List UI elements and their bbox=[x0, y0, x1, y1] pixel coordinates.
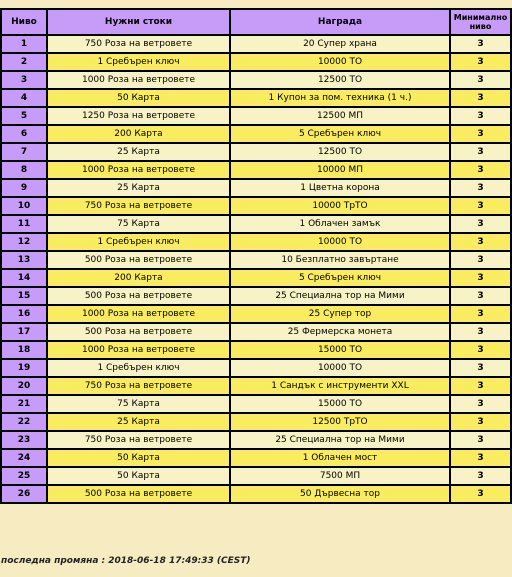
cell-level: 9 bbox=[1, 179, 47, 197]
cell-min-level: 3 bbox=[450, 161, 511, 179]
cell-needed-goods: 500 Роза на ветровете bbox=[47, 251, 230, 269]
table-row bbox=[1, 71, 511, 89]
cell-level: 17 bbox=[1, 323, 47, 341]
cell-needed-goods: 1 Сребърен ключ bbox=[47, 233, 230, 251]
table-row bbox=[1, 305, 511, 323]
cell-min-level: 3 bbox=[450, 485, 511, 503]
table-row bbox=[1, 323, 511, 341]
cell-needed-goods: 1 Сребърен ключ bbox=[47, 53, 230, 71]
cell-level: 23 bbox=[1, 431, 47, 449]
cell-level: 10 bbox=[1, 197, 47, 215]
cell-needed-goods: 750 Роза на ветровете bbox=[47, 197, 230, 215]
table-row bbox=[1, 161, 511, 179]
cell-needed-goods: 750 Роза на ветровете bbox=[47, 377, 230, 395]
cell-reward: 12500 МП bbox=[230, 107, 450, 125]
cell-needed-goods: 750 Роза на ветровете bbox=[47, 35, 230, 53]
cell-level: 26 bbox=[1, 485, 47, 503]
cell-level: 3 bbox=[1, 71, 47, 89]
table-row bbox=[1, 35, 511, 53]
table-row bbox=[1, 431, 511, 449]
cell-needed-goods: 25 Карта bbox=[47, 413, 230, 431]
cell-needed-goods: 1250 Роза на ветровете bbox=[47, 107, 230, 125]
cell-reward: 20 Супер храна bbox=[230, 35, 450, 53]
cell-reward: 10000 ТрТО bbox=[230, 197, 450, 215]
cell-min-level: 3 bbox=[450, 449, 511, 467]
cell-level: 21 bbox=[1, 395, 47, 413]
cell-reward: 15000 ТО bbox=[230, 395, 450, 413]
cell-level: 11 bbox=[1, 215, 47, 233]
cell-level: 7 bbox=[1, 143, 47, 161]
cell-reward: 25 Супер тор bbox=[230, 305, 450, 323]
cell-needed-goods: 750 Роза на ветровете bbox=[47, 431, 230, 449]
cell-level: 13 bbox=[1, 251, 47, 269]
table-row bbox=[1, 197, 511, 215]
cell-min-level: 3 bbox=[450, 215, 511, 233]
cell-level: 6 bbox=[1, 125, 47, 143]
cell-min-level: 3 bbox=[450, 179, 511, 197]
last-modified-text: последна промяна : 2018-06-18 17:49:33 (CEST) bbox=[1, 556, 251, 566]
table-row bbox=[1, 485, 511, 503]
cell-min-level: 3 bbox=[450, 71, 511, 89]
cell-reward: 7500 МП bbox=[230, 467, 450, 485]
cell-min-level: 3 bbox=[450, 233, 511, 251]
cell-level: 14 bbox=[1, 269, 47, 287]
cell-needed-goods: 500 Роза на ветровете bbox=[47, 323, 230, 341]
cell-reward: 10 Безплатно завъртане bbox=[230, 251, 450, 269]
header-reward: Награда bbox=[230, 9, 450, 35]
cell-needed-goods: 50 Карта bbox=[47, 467, 230, 485]
cell-min-level: 3 bbox=[450, 305, 511, 323]
cell-level: 1 bbox=[1, 35, 47, 53]
table-row bbox=[1, 287, 511, 305]
table-row bbox=[1, 107, 511, 125]
cell-reward: 15000 ТО bbox=[230, 341, 450, 359]
cell-level: 5 bbox=[1, 107, 47, 125]
cell-needed-goods: 50 Карта bbox=[47, 89, 230, 107]
cell-needed-goods: 500 Роза на ветровете bbox=[47, 287, 230, 305]
cell-level: 4 bbox=[1, 89, 47, 107]
cell-needed-goods: 25 Карта bbox=[47, 179, 230, 197]
cell-min-level: 3 bbox=[450, 53, 511, 71]
cell-reward: 25 Фермерска монета bbox=[230, 323, 450, 341]
cell-reward: 1 Цветна корона bbox=[230, 179, 450, 197]
header-needed-goods: Нужни стоки bbox=[47, 9, 230, 35]
cell-reward: 1 Купон за пом. техника (1 ч.) bbox=[230, 89, 450, 107]
cell-level: 20 bbox=[1, 377, 47, 395]
cell-level: 24 bbox=[1, 449, 47, 467]
header-level: Ниво bbox=[1, 9, 47, 35]
table-row bbox=[1, 125, 511, 143]
cell-min-level: 3 bbox=[450, 251, 511, 269]
table-row bbox=[1, 215, 511, 233]
cell-min-level: 3 bbox=[450, 413, 511, 431]
cell-min-level: 3 bbox=[450, 269, 511, 287]
cell-min-level: 3 bbox=[450, 323, 511, 341]
cell-level: 16 bbox=[1, 305, 47, 323]
cell-needed-goods: 200 Карта bbox=[47, 269, 230, 287]
table-body bbox=[1, 35, 511, 503]
cell-reward: 10000 МП bbox=[230, 161, 450, 179]
cell-reward: 10000 ТО bbox=[230, 359, 450, 377]
table-row bbox=[1, 89, 511, 107]
cell-level: 8 bbox=[1, 161, 47, 179]
cell-needed-goods: 1 Сребърен ключ bbox=[47, 359, 230, 377]
cell-min-level: 3 bbox=[450, 341, 511, 359]
cell-min-level: 3 bbox=[450, 359, 511, 377]
cell-needed-goods: 25 Карта bbox=[47, 143, 230, 161]
cell-level: 22 bbox=[1, 413, 47, 431]
cell-needed-goods: 75 Карта bbox=[47, 395, 230, 413]
cell-min-level: 3 bbox=[450, 125, 511, 143]
cell-needed-goods: 1000 Роза на ветровете bbox=[47, 341, 230, 359]
cell-min-level: 3 bbox=[450, 395, 511, 413]
cell-reward: 50 Дървесна тор bbox=[230, 485, 450, 503]
table-header bbox=[1, 9, 511, 35]
cell-level: 19 bbox=[1, 359, 47, 377]
cell-level: 25 bbox=[1, 467, 47, 485]
table-row bbox=[1, 53, 511, 71]
table-row bbox=[1, 233, 511, 251]
table-row bbox=[1, 251, 511, 269]
table-row bbox=[1, 179, 511, 197]
table-row bbox=[1, 395, 511, 413]
rewards-table bbox=[0, 8, 512, 504]
table-row bbox=[1, 341, 511, 359]
table-row bbox=[1, 269, 511, 287]
table-row bbox=[1, 359, 511, 377]
cell-level: 12 bbox=[1, 233, 47, 251]
cell-reward: 12500 ТрТО bbox=[230, 413, 450, 431]
cell-needed-goods: 200 Карта bbox=[47, 125, 230, 143]
cell-needed-goods: 50 Карта bbox=[47, 449, 230, 467]
cell-reward: 5 Сребърен ключ bbox=[230, 269, 450, 287]
header-min-level: Минимално ниво bbox=[450, 9, 511, 35]
cell-reward: 1 Облачен мост bbox=[230, 449, 450, 467]
cell-reward: 10000 ТО bbox=[230, 53, 450, 71]
cell-reward: 12500 ТО bbox=[230, 71, 450, 89]
cell-needed-goods: 1000 Роза на ветровете bbox=[47, 71, 230, 89]
cell-reward: 10000 ТО bbox=[230, 233, 450, 251]
cell-min-level: 3 bbox=[450, 467, 511, 485]
header-row bbox=[1, 9, 511, 35]
cell-reward: 5 Сребърен ключ bbox=[230, 125, 450, 143]
table-row bbox=[1, 467, 511, 485]
cell-min-level: 3 bbox=[450, 377, 511, 395]
table-row bbox=[1, 377, 511, 395]
cell-reward: 1 Облачен замък bbox=[230, 215, 450, 233]
cell-needed-goods: 1000 Роза на ветровете bbox=[47, 161, 230, 179]
cell-min-level: 3 bbox=[450, 287, 511, 305]
cell-level: 2 bbox=[1, 53, 47, 71]
cell-reward: 1 Сандък с инструменти XXL bbox=[230, 377, 450, 395]
cell-min-level: 3 bbox=[450, 107, 511, 125]
cell-min-level: 3 bbox=[450, 35, 511, 53]
cell-needed-goods: 75 Карта bbox=[47, 215, 230, 233]
cell-level: 18 bbox=[1, 341, 47, 359]
table-row bbox=[1, 143, 511, 161]
cell-min-level: 3 bbox=[450, 197, 511, 215]
cell-reward: 25 Специална тор на Мими bbox=[230, 287, 450, 305]
cell-reward: 12500 ТО bbox=[230, 143, 450, 161]
cell-reward: 25 Специална тор на Мими bbox=[230, 431, 450, 449]
table-row bbox=[1, 449, 511, 467]
cell-min-level: 3 bbox=[450, 143, 511, 161]
cell-level: 15 bbox=[1, 287, 47, 305]
table-row bbox=[1, 413, 511, 431]
cell-needed-goods: 1000 Роза на ветровете bbox=[47, 305, 230, 323]
cell-needed-goods: 500 Роза на ветровете bbox=[47, 485, 230, 503]
cell-min-level: 3 bbox=[450, 431, 511, 449]
cell-min-level: 3 bbox=[450, 89, 511, 107]
